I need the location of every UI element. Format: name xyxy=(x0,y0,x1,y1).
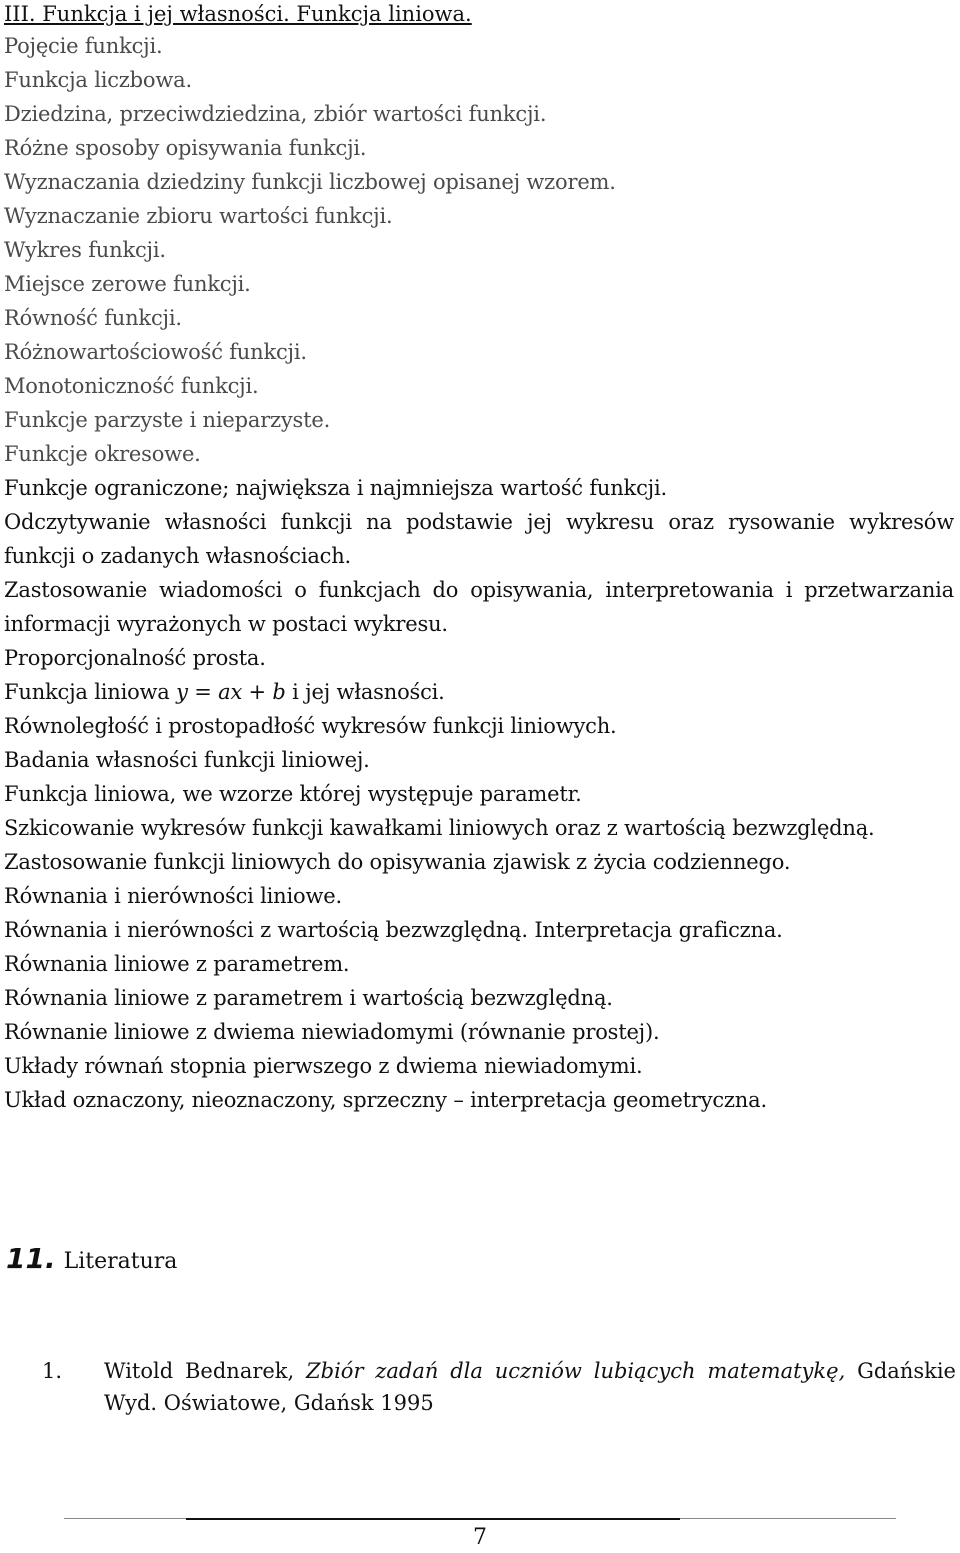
literature-heading xyxy=(6,1242,177,1275)
topic-item: Szkicowanie wykresów funkcji kawałkami liniowych oraz z wartością bezwzględną. xyxy=(4,816,875,840)
topic-item: Funkcje okresowe. xyxy=(4,442,201,466)
topic-item: Funkcja liczbowa. xyxy=(4,68,192,92)
topic-item: Odczytywanie własności funkcji na podstawie jej wykresu oraz rysowanie wykresów funkcji o zadanych własnościach. xyxy=(4,510,954,568)
topic-item: Równania liniowe z parametrem. xyxy=(4,952,350,976)
footer-divider-accent xyxy=(186,1518,680,1520)
topic-item: Funkcje parzyste i nieparzyste. xyxy=(4,408,331,432)
reference-text xyxy=(104,1355,956,1419)
topic-item-linear-function xyxy=(4,675,954,709)
reference-item xyxy=(42,1355,956,1419)
topic-item: Różnowartościowość funkcji. xyxy=(4,340,307,364)
topic-item: Badania własności funkcji liniowej. xyxy=(4,748,370,772)
topic-item: Równania i nierówności liniowe. xyxy=(4,884,342,908)
topic-item: Funkcja liniowa, we wzorze której występuje parametr. xyxy=(4,782,582,806)
topic-item: Równania i nierówności z wartością bezwzględną. Interpretacja graficzna. xyxy=(4,918,783,942)
section-title: III. Funkcja i jej własności. Funkcja liniowa. xyxy=(4,2,472,26)
topic-item: Funkcje ograniczone; największa i najmniejsza wartość funkcji. xyxy=(4,476,667,500)
topic-item: Układy równań stopnia pierwszego z dwiema niewiadomymi. xyxy=(4,1054,643,1078)
reference-list xyxy=(42,1355,956,1419)
topic-text-after: i jej własności. xyxy=(285,680,445,704)
literature-number: 11. xyxy=(6,1242,56,1275)
reference-publisher: Gdańskie Wyd. Oświatowe, Gdańsk 1995 xyxy=(104,1359,956,1415)
topic-item: Proporcjonalność prosta. xyxy=(4,646,266,670)
topic-item: Równania liniowe z parametrem i wartością bezwzględną. xyxy=(4,986,613,1010)
topic-item: Równość funkcji. xyxy=(4,306,182,330)
reference-number: 1. xyxy=(42,1359,63,1383)
topic-item: Wyznaczanie zbioru wartości funkcji. xyxy=(4,204,393,228)
topic-item: Równanie liniowe z dwiema niewiadomymi (równanie prostej). xyxy=(4,1020,660,1044)
literature-label: Literatura xyxy=(63,1249,178,1274)
reference-title: Zbiór zadań dla uczniów lubiących matematykę, xyxy=(306,1359,846,1383)
topic-item: Układ oznaczony, nieoznaczony, sprzeczny – interpretacja geometryczna. xyxy=(4,1088,767,1112)
topic-list xyxy=(4,29,954,1117)
topic-item: Pojęcie funkcji. xyxy=(4,34,163,58)
topic-item: Różne sposoby opisywania funkcji. xyxy=(4,136,367,160)
topic-text-before: Funkcja liniowa xyxy=(4,680,177,704)
topic-item: Wykres funkcji. xyxy=(4,238,166,262)
formula: y = ax + b xyxy=(176,680,286,704)
topic-item: Dziedzina, przeciwdziedzina, zbiór wartości funkcji. xyxy=(4,102,547,126)
page-number: 7 xyxy=(473,1525,487,1550)
topic-item: Miejsce zerowe funkcji. xyxy=(4,272,251,296)
topic-item: Równoległość i prostopadłość wykresów funkcji liniowych. xyxy=(4,714,617,738)
topic-item: Zastosowanie wiadomości o funkcjach do opisywania, interpretowania i przetwarzania informacji wyrażonych w postaci wykresu. xyxy=(4,578,954,636)
topic-item: Zastosowanie funkcji liniowych do opisywania zjawisk z życia codziennego. xyxy=(4,850,791,874)
reference-author: Witold Bednarek, xyxy=(104,1359,295,1383)
topic-item: Monotoniczność funkcji. xyxy=(4,374,259,398)
topic-item: Wyznaczania dziedziny funkcji liczbowej opisanej wzorem. xyxy=(4,170,616,194)
